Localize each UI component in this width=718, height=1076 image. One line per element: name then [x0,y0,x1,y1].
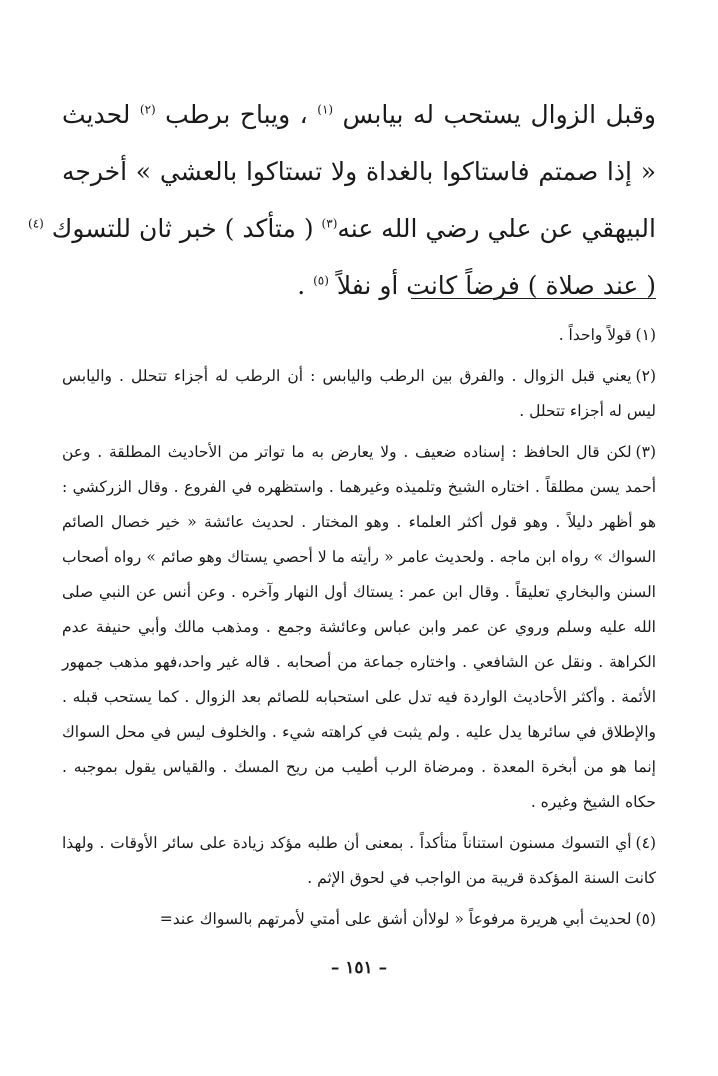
main-text [28,86,656,314]
main-line [62,257,656,314]
main-text-segment: لحديث [62,100,140,129]
footnote-reference: (١) [317,102,334,117]
main-text-segment: ( متأكد ) خبر ثان للتسوك [43,214,322,243]
footnote-number: (٣) [635,443,656,461]
main-line [28,200,656,257]
footnote-reference: (٤) [28,216,44,231]
footnote [62,318,656,353]
main-text-segment: وقبل الزوال يستحب له بيابس [333,100,656,129]
footnote-number: (٢) [635,367,656,385]
main-text-segment: « إذا صمتم فاستاكوا بالغداة ولا تستاكوا بالعشي » أخرجه [62,157,656,186]
main-text-segment: ، ويباح برطب [155,100,318,129]
footnote-number: (٥) [635,910,656,928]
footnote [62,902,656,937]
main-text-segment: البيهقي عن علي رضي الله عنه [337,214,656,243]
footnote-text: قولاً واحداً . [558,326,632,344]
main-text-segment: ( عند صلاة ) فرضاً كانت أو نفلاً [328,271,656,300]
footnotes [62,318,656,943]
footnote [62,435,656,820]
page-body [28,86,656,928]
main-line [62,143,656,200]
main-line [62,86,656,143]
page-number: – ١٥١ – [330,958,388,978]
footnote-separator [411,298,656,299]
footnote [62,826,656,896]
footnote-reference: (٢) [139,102,156,117]
footnote-text: لكن قال الحافظ : إسناده ضعيف . ولا يعارض به ما تواتر من الأحاديث المطلقة . وعن أحمد يسن مطلقاً . اختاره الشيخ وتلميذه وغيرهما . واستظهره في الفروع . وقال الزركشي : هو أظهر دليلاً . وهو قول أكثر العلماء . وهو المختار . لحديث عائشة « خير خصال الصائم السواك » رواه ابن ماجه . ولحديث عامر « رأيته ما لا أحصي يستاك وهو صائم » رواه أصحاب السنن والبخاري تعليقاً . وقال ابن عمر : يستاك أول النهار وآخره . وعن أنس عن النبي صلى الله عليه وسلم وروي عن عمر وابن عباس وعائشة وجمع . ومذهب مالك وأبي حنيفة عدم الكراهة . ونقل عن الشافعي . واختاره جماعة من أصحابه . قاله غير واحد،فهو مذهب جمهور الأئمة . وأكثر الأحاديث الواردة فيه تدل على استحبابه للصائم بعد الزوال . كما يستحب قبله . والإطلاق في سائرها يدل عليه . ولم يثبت في كراهته شيء . والخلوف ليس في محل السواك إنما هو من أبخرة المعدة . ومرضاة الرب أطيب من ريح المسك . والقياس يقول بموجبه . حكاه الشيخ وغيره . [62,443,656,811]
footnote-number: (١) [635,326,656,344]
footnote-number: (٤) [635,834,656,852]
footnote [62,359,656,429]
footnote-text: لحديث أبي هريرة مرفوعاً « لولاأن أشق على أمتي لأمرتهم بالسواك عند= [159,910,632,928]
footnote-reference: (٥) [313,273,329,288]
footnote-reference: (٣) [321,216,338,231]
footnote-text: يعني قبل الزوال . والفرق بين الرطب واليابس : أن الرطب له أجزاء تتحلل . واليابس ليس له أجزاء تتحلل . [62,367,656,420]
main-text-segment: . [297,271,314,300]
footnote-text: أي التسوك مسنون استناناً متأكداً . بمعنى أن طلبه مؤكد زيادة على سائر الأوقات . ولهذا كانت السنة المؤكدة قريبة من الواجب في لحوق الإثم . [62,834,656,887]
